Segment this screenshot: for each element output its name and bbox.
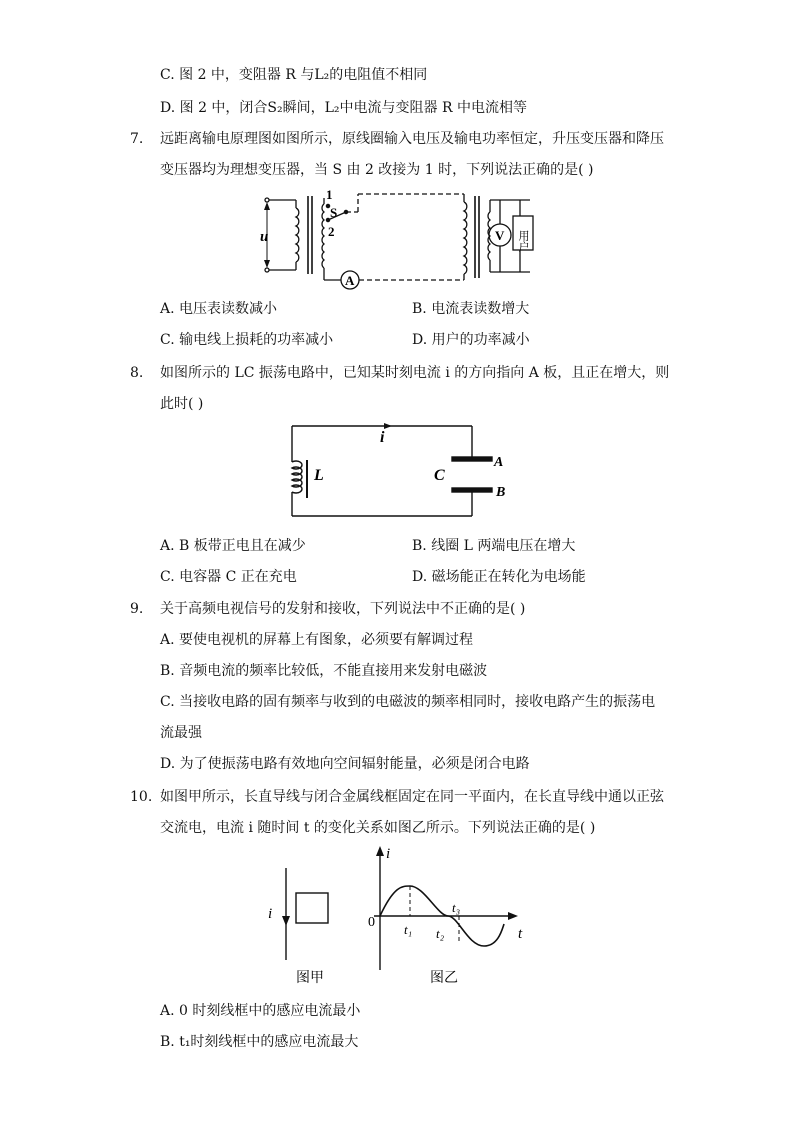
q7-fig-ammeter: A [345,273,355,288]
q9-option-c-line2: 流最强 [160,725,202,741]
q8-option-b: B. 线圈 L 两端电压在增大 [412,538,576,554]
q7-option-c: C. 输电线上损耗的功率减小 [160,332,334,348]
q9-option-d: D. 为了使振荡电路有效地向空间辐射能量，必须是闭合电路 [160,756,530,772]
q10-fig-i-left: i [268,906,273,922]
q7-option-a: A. 电压表读数减小 [160,301,278,317]
q7-transmission-diagram [250,186,550,290]
q10-fig-origin: 0 [368,915,375,930]
q7-option-b: B. 电流表读数增大 [412,301,530,317]
q10-fig-t2: t₂ [436,926,445,941]
q10-stem-line1: 如图甲所示，长直导线与闭合金属线框固定在同一平面内，在长直导线中通以正弦 [160,789,664,805]
q10-caption-yi: 图乙 [430,971,458,986]
q9-option-b: B. 音频电流的频率比较低，不能直接用来发射电磁波 [160,663,488,679]
q10-option-a: A. 0 时刻线框中的感应电流最小 [160,1003,361,1019]
q8-fig-b: B [496,485,506,500]
q10-fig-i-axis: i [386,846,391,862]
q6-option-d: D. 图 2 中，闭合S₂瞬间，L₂中电流与变阻器 R 中电流相等 [160,100,527,116]
q10-stem-line2: 交流电，电流 i 随时间 t 的变化关系如图乙所示。下列说法正确的是( ) [160,820,596,836]
q6-option-c: C. 图 2 中，变阻器 R 与L₂的电阻值不相同 [160,67,428,83]
q10-fig-t3: t₃ [452,900,461,915]
q7-number: 7. [130,131,144,147]
q10-caption-jia: 图甲 [296,971,324,986]
q7-stem-line2: 变压器均为理想变压器，当 S 由 2 改接为 1 时，下列说法正确的是( ) [160,162,594,178]
q10-fig-t1: t₁ [404,922,413,937]
q10-number: 10. [130,789,153,805]
q9-option-c-line1: C. 当接收电路的固有频率与收到的电磁波的频率相同时，接收电路产生的振荡电 [160,694,656,710]
q9-number: 9. [130,601,144,617]
q8-stem-line1: 如图所示的 LC 振荡电路中，已知某时刻电流 i 的方向指向 A 板，且正在增大，则 [160,365,670,381]
q8-option-a: A. B 板带正电且在减少 [160,538,306,554]
q8-fig-l: L [314,467,324,484]
q7-fig-s: S [330,205,338,220]
q8-fig-a: A [494,455,504,470]
q8-number: 8. [130,365,144,381]
q9-option-a: A. 要使电视机的屏幕上有图象，必须要有解调过程 [160,632,474,648]
q8-option-d: D. 磁场能正在转化为电场能 [412,569,586,585]
q8-lc-circuit-diagram [282,420,522,524]
q10-option-b: B. t₁时刻线框中的感应电流最大 [160,1034,359,1050]
q7-fig-1: 1 [326,187,333,202]
q9-stem: 关于高频电视信号的发射和接收，下列说法中不正确的是( ) [160,601,526,617]
q10-figures [262,842,542,988]
q7-stem-line1: 远距离输电原理图如图所示，原线圈输入电压及输电功率恒定，升压变压器和降压 [160,131,664,147]
q7-fig-u: u [260,229,269,245]
q7-fig-voltmeter: V [495,228,505,243]
q8-stem-line2: 此时( ) [160,396,204,412]
q10-fig-t-axis: t [518,926,523,942]
q7-fig-user: 用户 [517,230,529,252]
q8-fig-c: C [434,467,445,484]
q8-fig-i: i [380,429,385,446]
q7-option-d: D. 用户的功率减小 [412,332,530,348]
q8-option-c: C. 电容器 C 正在充电 [160,569,297,585]
q7-fig-2: 2 [328,224,335,239]
